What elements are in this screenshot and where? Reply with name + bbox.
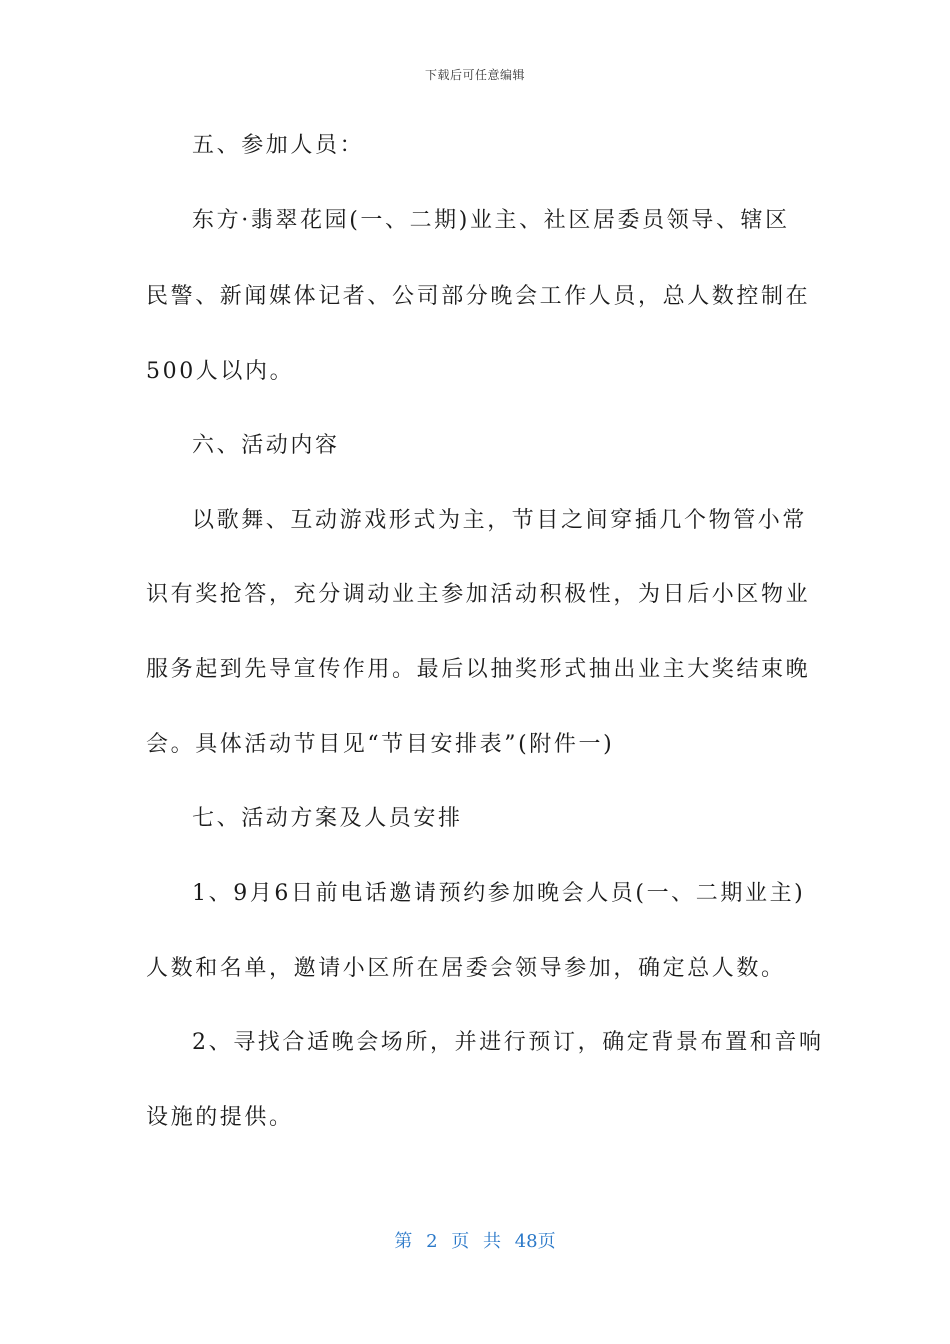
page-label-prefix: 第 [394, 1231, 413, 1252]
paragraph-line: 服务起到先导宣传作用。最后以抽奖形式抽出业主大奖结束晚 [146, 657, 811, 682]
paragraph-line: 会。具体活动节目见“节目安排表”(附件一) [146, 732, 615, 757]
paragraph-line: 1、9月6日前电话邀请预约参加晚会人员(一、二期业主) [192, 881, 806, 906]
total-label: 共 [483, 1231, 501, 1252]
paragraph-line: 识有奖抢答，充分调动业主参加活动积极性，为日后小区物业 [146, 582, 811, 607]
paragraph-line: 500人以内。 [146, 359, 295, 384]
paragraph-line: 东方·翡翠花园(一、二期)业主、社区居委员领导、辖区 [192, 208, 790, 233]
section-heading-activity-content: 六、活动内容 [192, 433, 340, 458]
page-footer [0, 1227, 950, 1253]
section-heading-participants: 五、参加人员： [192, 133, 365, 158]
paragraph-line: 人数和名单，邀请小区所在居委会领导参加，确定总人数。 [146, 956, 786, 981]
page-label-mid: 页 [451, 1231, 470, 1252]
total-pages: 48页 [514, 1231, 556, 1252]
paragraph-line: 民警、新闻媒体记者、公司部分晚会工作人员，总人数控制在 [146, 284, 811, 309]
paragraph-line: 2、寻找合适晚会场所，并进行预订，确定背景布置和音响 [192, 1030, 824, 1055]
paragraph-line: 以歌舞、互动游戏形式为主，节目之间穿插几个物管小常 [192, 508, 808, 533]
paragraph-line: 设施的提供。 [146, 1105, 294, 1130]
header-note: 下载后可任意编辑 [424, 68, 525, 82]
current-page-number: 2 [426, 1231, 438, 1252]
section-heading-plan-and-staff: 七、活动方案及人员安排 [192, 806, 463, 831]
